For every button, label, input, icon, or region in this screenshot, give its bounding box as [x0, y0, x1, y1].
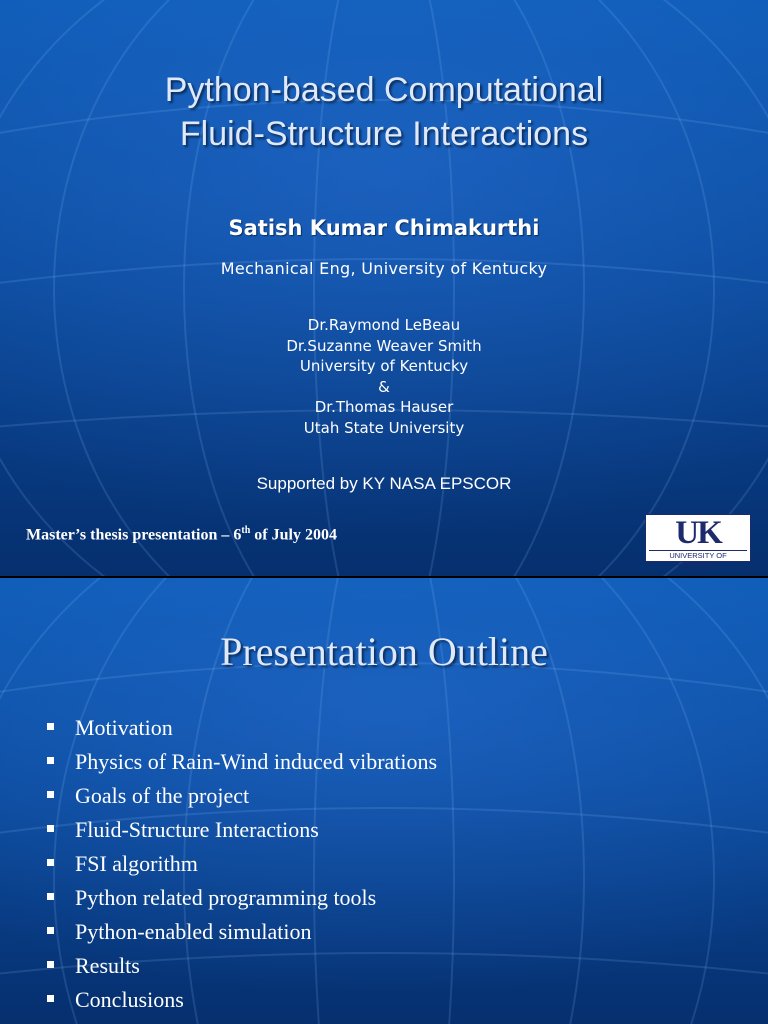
- outline-item: [47, 816, 437, 850]
- advisor-line: Utah State University: [303, 418, 465, 437]
- outline-item-label: FSI algorithm: [75, 851, 198, 876]
- advisor-line: Dr.Raymond LeBeau: [307, 316, 461, 334]
- author-affiliation: Mechanical Eng, University of Kentucky: [220, 259, 548, 278]
- advisors-list: [0, 315, 768, 438]
- outline-item-label: Conclusions: [75, 987, 184, 1012]
- outline-list: [47, 714, 437, 1020]
- square-bullet-icon: [47, 927, 54, 934]
- outline-item-label: Python related programming tools: [75, 885, 377, 910]
- slide-title-line-2: Fluid-Structure Interactions: [179, 115, 589, 153]
- outline-item: [47, 714, 437, 748]
- advisor-line: &: [378, 377, 390, 396]
- outline-item: [47, 782, 437, 816]
- slide-title-line-1: Python-based Computational: [164, 71, 604, 109]
- outline-item-label: Physics of Rain-Wind induced vibrations: [75, 749, 438, 774]
- square-bullet-icon: [47, 893, 54, 900]
- outline-item: [47, 850, 437, 884]
- outline-item-label: Motivation: [75, 715, 173, 740]
- square-bullet-icon: [47, 961, 54, 968]
- outline-item: [47, 748, 437, 782]
- square-bullet-icon: [47, 723, 54, 730]
- advisor-line: University of Kentucky: [299, 357, 469, 375]
- university-of-kentucky-logo: [645, 514, 751, 569]
- thesis-note-prefix: Master’s thesis presentation – 6: [26, 526, 242, 544]
- outline-item: [47, 884, 437, 918]
- advisor-line: Dr.Suzanne Weaver Smith: [286, 336, 482, 355]
- outline-item: [47, 918, 437, 952]
- outline-item-label: Python-enabled simulation: [75, 919, 312, 944]
- logo-name: UNIVERSITY OF KENTUCKY: [649, 550, 747, 569]
- outline-item: [47, 952, 437, 986]
- square-bullet-icon: [47, 825, 54, 832]
- slide-title: [0, 68, 768, 156]
- square-bullet-icon: [47, 859, 54, 866]
- outline-title: Presentation Outline: [220, 629, 548, 674]
- square-bullet-icon: [47, 757, 54, 764]
- thesis-note-suffix: of July 2004: [250, 526, 337, 544]
- logo-mark: UK: [675, 515, 721, 551]
- support-note: Supported by KY NASA EPSCOR: [256, 474, 512, 493]
- outline-item-label: Results: [75, 953, 140, 978]
- outline-item: [47, 986, 437, 1020]
- outline-item-label: Fluid-Structure Interactions: [75, 817, 319, 842]
- square-bullet-icon: [47, 995, 54, 1002]
- outline-slide: [0, 578, 768, 1024]
- thesis-note-ordinal: th: [241, 525, 251, 536]
- square-bullet-icon: [47, 791, 54, 798]
- author-name: Satish Kumar Chimakurthi: [228, 216, 540, 240]
- advisor-line: Dr.Thomas Hauser: [314, 398, 454, 416]
- thesis-note: [26, 525, 337, 544]
- outline-item-label: Goals of the project: [75, 783, 250, 808]
